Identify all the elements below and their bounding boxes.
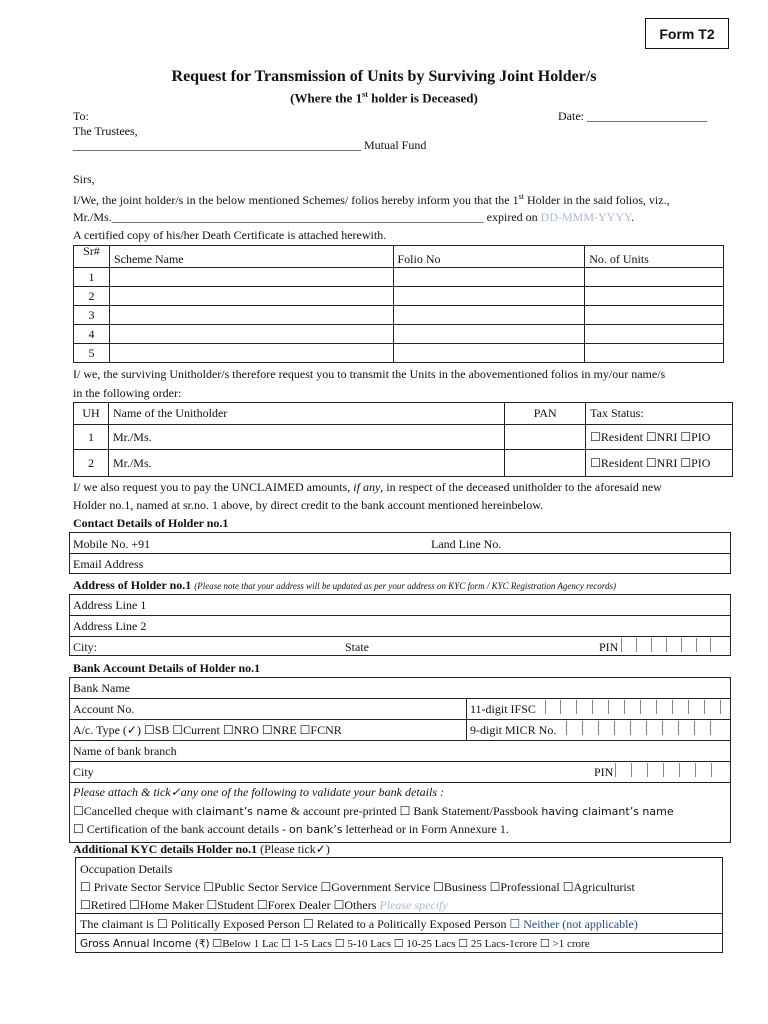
bank-proof-option-1[interactable] xyxy=(73,804,674,819)
table-header-row xyxy=(74,403,733,425)
divider xyxy=(69,761,731,762)
units-cell[interactable] xyxy=(585,287,724,306)
unclaimed-text-1 xyxy=(73,480,662,495)
deceased-name-field[interactable]: Mr./Ms.______________________________________________________________ expired on xyxy=(73,210,538,224)
divider xyxy=(69,740,731,741)
unclaimed-if-any: if any xyxy=(353,480,381,494)
date-field[interactable]: Date: ____________________ xyxy=(558,109,707,123)
address-line-1-field[interactable]: Address Line 1 xyxy=(73,598,147,612)
unclaimed-part: , in respect of the deceased unitholder to the aforesaid new xyxy=(380,480,662,494)
pep-neither-option[interactable]: ☐ Neither (not applicable) xyxy=(509,917,638,931)
col-header-name: Name of the Unitholder xyxy=(108,403,504,425)
address-heading xyxy=(73,578,616,593)
scheme-name-cell[interactable] xyxy=(109,287,393,306)
scheme-name-cell[interactable] xyxy=(109,344,393,363)
others-specify-field[interactable]: Please specify xyxy=(379,898,448,912)
col-header-scheme: Scheme Name xyxy=(109,246,393,268)
uh-pan-cell[interactable] xyxy=(505,425,586,450)
divider xyxy=(69,719,731,720)
uh-name-cell[interactable]: Mr./Ms. xyxy=(108,425,504,450)
micr-label: 9-digit MICR No. xyxy=(470,723,557,737)
unclaimed-text-2: Holder no.1, named at sr.no. 1 above, by direct credit to the bank account mentioned hereinbelow. xyxy=(73,498,544,512)
email-field[interactable]: Email Address xyxy=(73,557,144,571)
table-row xyxy=(74,450,733,477)
proof-text: claimant’s name xyxy=(196,805,288,818)
schemes-table xyxy=(73,245,724,363)
occupation-options-row-1[interactable]: ☐ Private Sector Service ☐Public Sector Service ☐Government Service ☐Business ☐Professional ☐Agriculturist xyxy=(80,880,635,894)
divider xyxy=(69,636,731,637)
row-number: 5 xyxy=(74,344,110,363)
bank-heading: Bank Account Details of Holder no.1 xyxy=(73,661,261,675)
form-title: Request for Transmission of Units by Surviving Joint Holder/s xyxy=(171,68,597,85)
to-label: To: xyxy=(73,109,89,123)
mobile-field[interactable]: Mobile No. +91 xyxy=(73,537,151,551)
intro-sup: st xyxy=(518,192,524,201)
divider xyxy=(75,913,723,914)
state-field[interactable]: State xyxy=(345,640,369,654)
row-number: 2 xyxy=(74,287,110,306)
pep-text[interactable]: The claimant is ☐ Politically Exposed Person ☐ Related to a Politically Exposed Person xyxy=(80,917,510,931)
bank-pin-label: PIN xyxy=(594,765,614,779)
intro-part: I/We, the joint holder/s in the below mentioned Schemes/ folios hereby inform you that the 1 xyxy=(73,193,519,207)
income-label: Gross Annual Income (₹) xyxy=(80,938,210,950)
kyc-heading-text: Additional KYC details Holder no.1 xyxy=(73,842,258,856)
pep-options[interactable] xyxy=(80,917,638,932)
col-header-folio: Folio No xyxy=(393,246,585,268)
bank-proof-option-2[interactable] xyxy=(73,822,509,837)
table-row xyxy=(74,425,733,450)
subtitle-sup: st xyxy=(362,90,368,99)
table-row xyxy=(74,287,724,306)
income-options[interactable] xyxy=(80,937,590,950)
col-header-sr: Sr# xyxy=(74,246,110,268)
col-header-units: No. of Units xyxy=(585,246,724,268)
col-header-uh: UH xyxy=(74,403,109,425)
table-row xyxy=(74,325,724,344)
uh-number: 1 xyxy=(74,425,109,450)
death-cert-text: A certified copy of his/her Death Certificate is attached herewith. xyxy=(73,228,387,242)
address-heading-text: Address of Holder no.1 xyxy=(73,578,192,592)
row-number: 1 xyxy=(74,268,110,287)
bank-branch-field[interactable]: Name of bank branch xyxy=(73,744,177,758)
units-cell[interactable] xyxy=(585,344,724,363)
proof-text: ☐Cancelled cheque with xyxy=(73,804,197,818)
uh-number: 2 xyxy=(74,450,109,477)
trustees-label: The Trustees, xyxy=(73,124,138,138)
proof-text: & account pre-printed ☐ Bank Statement/Passbook xyxy=(287,804,542,818)
col-header-pan: PAN xyxy=(505,403,586,425)
uh-tax-status[interactable]: ☐Resident ☐NRI ☐PIO xyxy=(586,425,733,450)
contact-heading: Contact Details of Holder no.1 xyxy=(73,516,229,530)
bank-name-field[interactable]: Bank Name xyxy=(73,681,130,695)
request-text-2: in the following order: xyxy=(73,386,182,400)
intro-text xyxy=(73,192,670,208)
table-row xyxy=(74,344,724,363)
divider xyxy=(69,698,731,699)
uh-name-cell[interactable]: Mr./Ms. xyxy=(108,450,504,477)
pin-label: PIN xyxy=(599,640,619,654)
proof-text: on bank’s xyxy=(289,823,343,836)
bank-city-field[interactable]: City xyxy=(73,765,94,779)
expiry-date-field[interactable]: DD-MMM-YYYY xyxy=(540,210,632,224)
divider xyxy=(466,698,467,740)
folio-cell[interactable] xyxy=(393,287,585,306)
address-note: (Please note that your address will be updated as per your address on KYC form / KYC Registration Agency records) xyxy=(194,581,616,591)
folio-cell[interactable] xyxy=(393,325,585,344)
unitholder-table xyxy=(73,402,733,477)
occupation-options[interactable]: ☐Retired ☐Home Maker ☐Student ☐Forex Dealer ☐Others xyxy=(80,898,377,912)
form-id-box xyxy=(645,18,729,49)
occupation-options-row-2[interactable] xyxy=(80,898,448,913)
proof-text: letterhead or in Form Annexure 1. xyxy=(342,822,509,836)
city-field[interactable]: City: xyxy=(73,640,98,654)
address-box xyxy=(69,594,731,656)
divider xyxy=(69,615,731,616)
table-row xyxy=(74,268,724,287)
units-cell[interactable] xyxy=(585,268,724,287)
kyc-heading xyxy=(73,842,330,857)
income-choices[interactable]: ☐Below 1 Lac ☐ 1-5 Lacs ☐ 5-10 Lacs ☐ 10-25 Lacs ☐ 25 Lacs-1crore ☐ >1 crore xyxy=(209,938,590,950)
units-cell[interactable] xyxy=(585,325,724,344)
scheme-name-cell[interactable] xyxy=(109,325,393,344)
proof-text: ☐ Certification of the bank account details - xyxy=(73,822,290,836)
salutation: Sirs, xyxy=(73,172,95,186)
subtitle-part: holder is Deceased) xyxy=(367,90,478,106)
divider xyxy=(69,553,731,554)
deceased-name-line[interactable]: Mr./Ms.______________________________________________________________ expired on DD-MMM-YYYY. xyxy=(73,210,635,224)
account-number-field[interactable]: Account No. xyxy=(73,702,135,716)
form-subtitle xyxy=(0,90,768,106)
table-row xyxy=(74,306,724,325)
proof-text: having claimant’s name xyxy=(541,805,674,818)
col-header-tax: Tax Status: xyxy=(586,403,733,425)
scheme-name-cell[interactable] xyxy=(109,306,393,325)
divider xyxy=(75,933,723,934)
bank-validation-instructions: Please attach & tick✓any one of the following to validate your bank details : xyxy=(73,785,444,799)
units-cell[interactable] xyxy=(585,306,724,325)
account-type-options[interactable]: A/c. Type (✓) ☐SB ☐Current ☐NRO ☐NRE ☐FCNR xyxy=(73,723,342,737)
mutual-fund-field[interactable]: ________________________________________________ Mutual Fund xyxy=(73,138,427,152)
scheme-name-cell[interactable] xyxy=(109,268,393,287)
folio-cell[interactable] xyxy=(393,344,585,363)
row-number: 3 xyxy=(74,306,110,325)
ifsc-label: 11-digit IFSC xyxy=(470,702,536,716)
folio-cell[interactable] xyxy=(393,268,585,287)
address-line-2-field[interactable]: Address Line 2 xyxy=(73,619,147,633)
uh-pan-cell[interactable] xyxy=(505,450,586,477)
kyc-heading-tick: (Please tick✓) xyxy=(257,842,330,856)
divider xyxy=(69,782,731,783)
landline-field[interactable]: Land Line No. xyxy=(431,537,502,551)
folio-cell[interactable] xyxy=(393,306,585,325)
occupation-label: Occupation Details xyxy=(80,862,173,876)
form-id: Form T2 xyxy=(659,25,715,42)
intro-part: Holder in the said folios, viz., xyxy=(523,193,670,207)
request-text-1: I/ we, the surviving Unitholder/s therefore request you to transmit the Units in the abovementioned folios in my/our name/s xyxy=(73,367,666,381)
subtitle-part: (Where the 1 xyxy=(290,90,363,106)
uh-tax-status[interactable]: ☐Resident ☐NRI ☐PIO xyxy=(586,450,733,477)
row-number: 4 xyxy=(74,325,110,344)
unclaimed-part: I/ we also request you to pay the UNCLAIMED amounts, xyxy=(73,480,351,494)
table-header-row xyxy=(74,246,724,268)
